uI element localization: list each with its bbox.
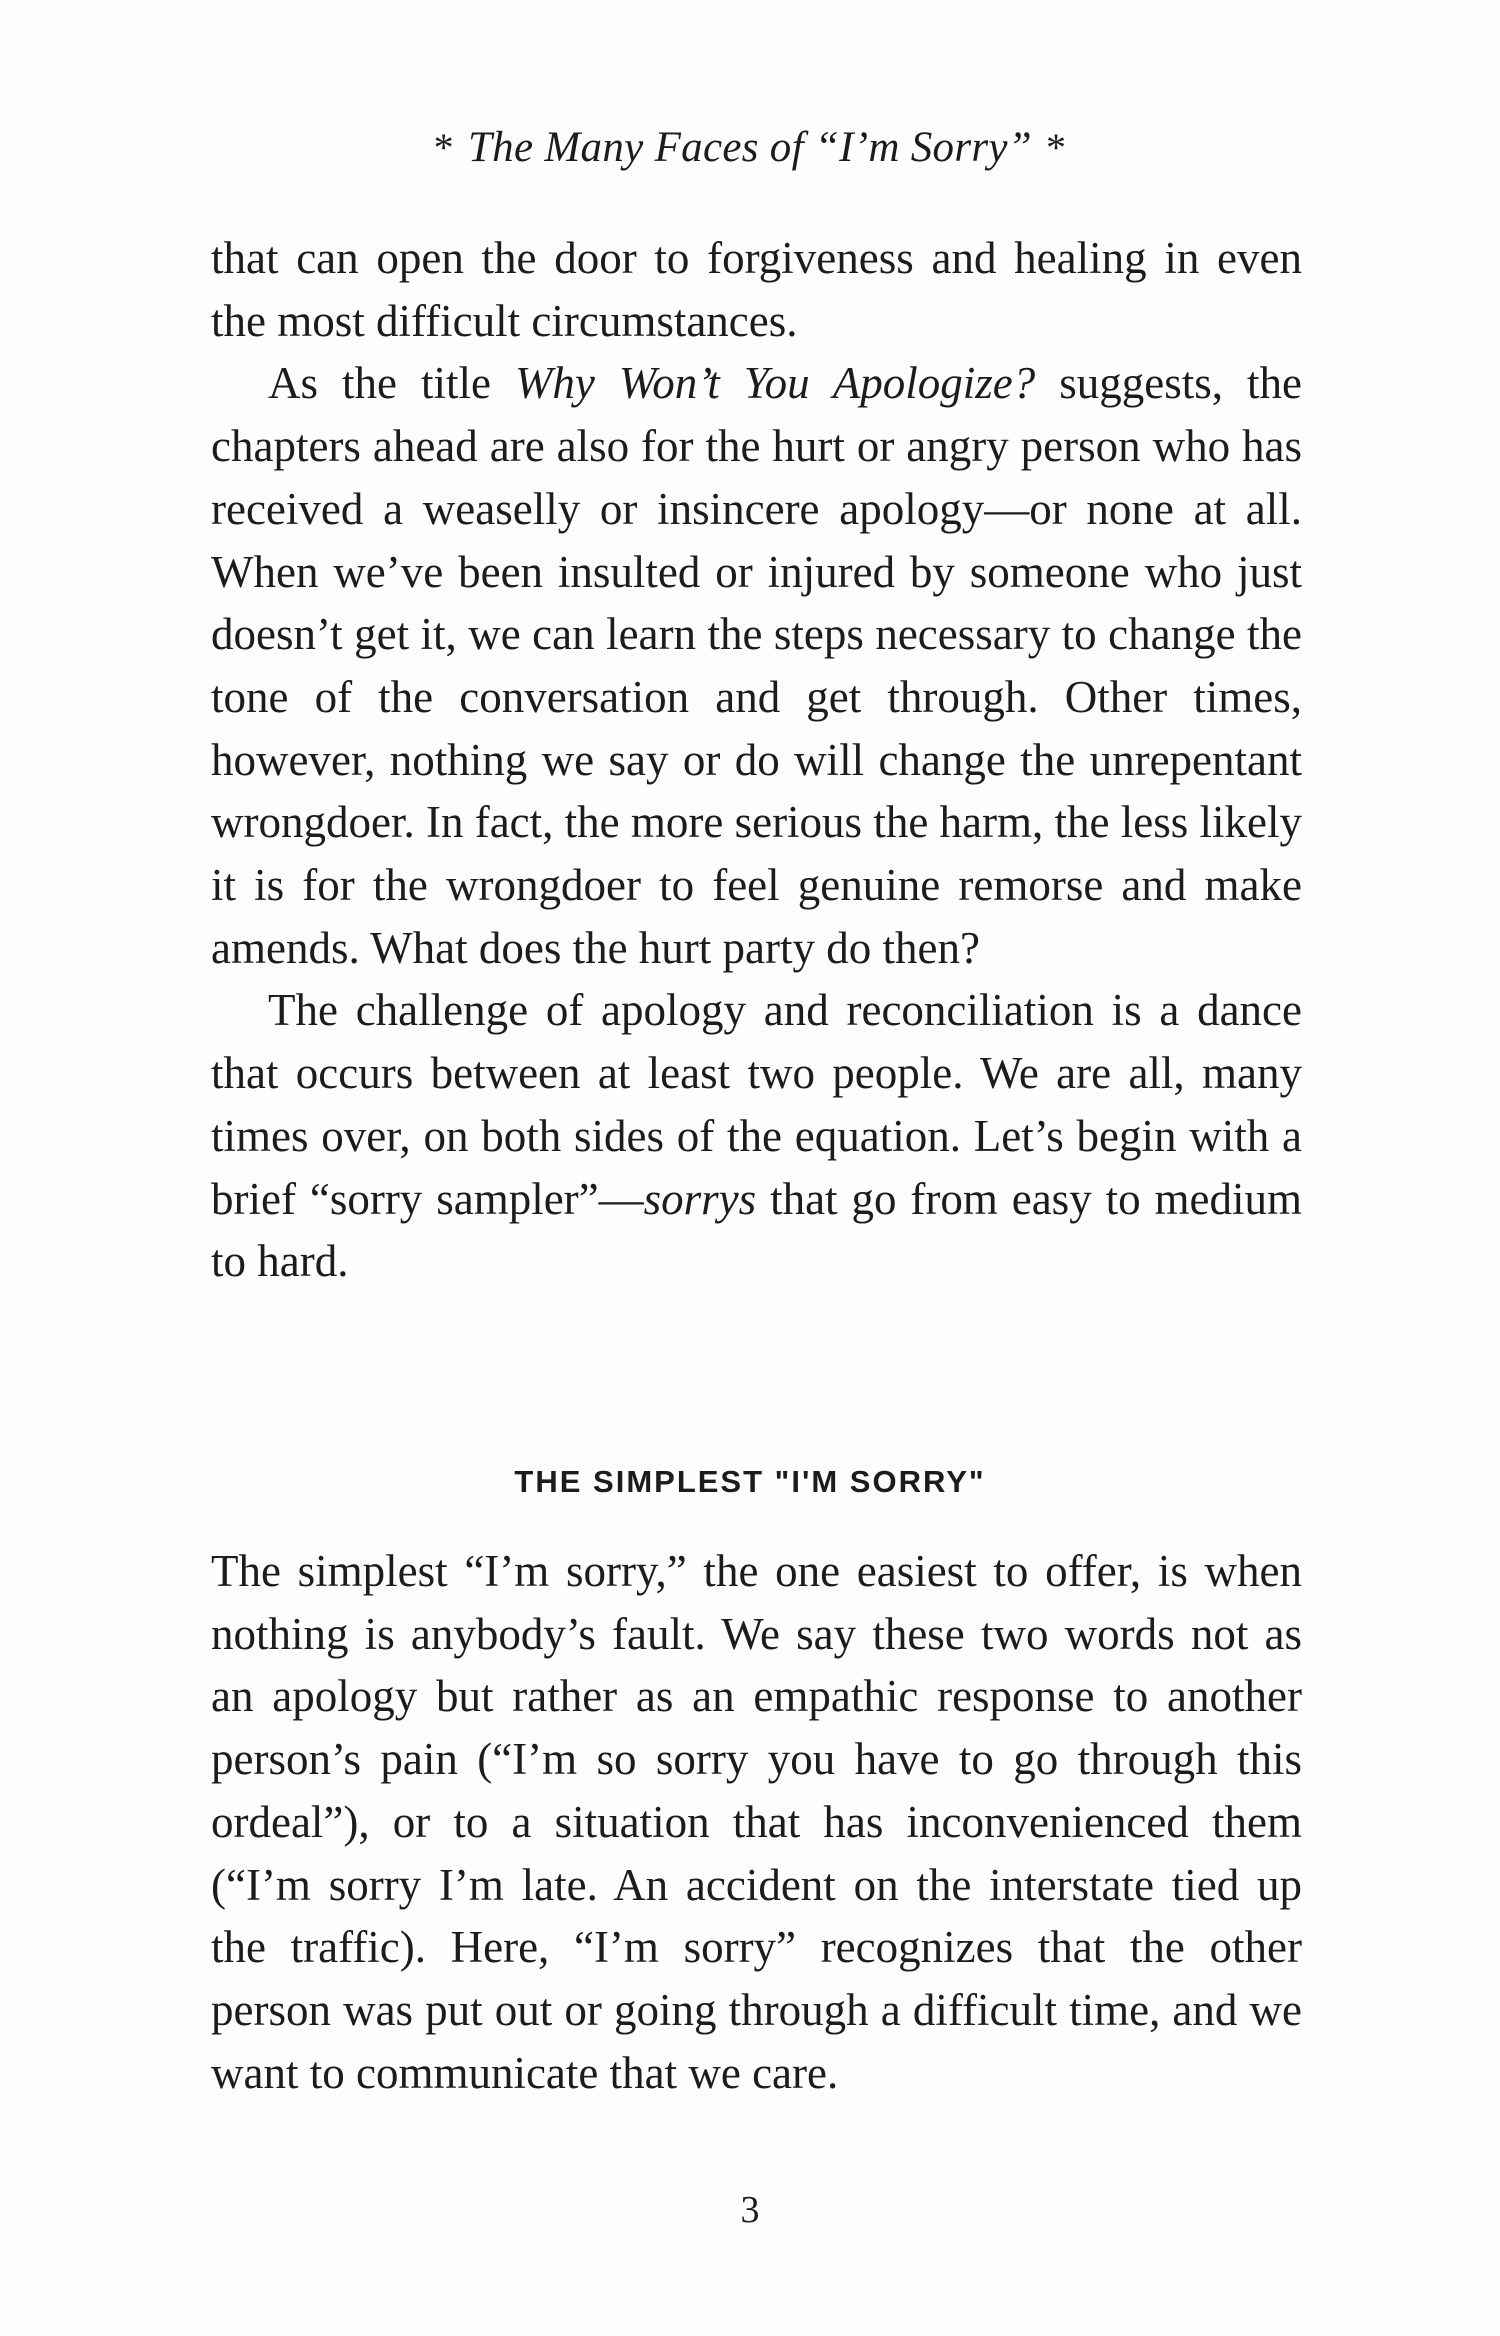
- paragraph-text: that go from easy to medium to hard.: [211, 1173, 1302, 1287]
- left-ornament: *: [433, 125, 454, 170]
- section-heading: THE SIMPLEST "I'M SORRY": [514, 1464, 986, 1499]
- paragraph-title-reference: [211, 352, 1302, 979]
- running-head-title: The Many Faces of “I’m Sorry”: [467, 124, 1033, 171]
- running-head: [0, 118, 1500, 178]
- section-paragraph: The simplest “I’m sorry,” the one easiest to offer, is when nothing is anybody’s fault. We say these two words not as an apology but rather as an empathic response to another person’s pain (“I’m so sorry you have to go through this ordeal”), or to a situation that has inconvenienced them (“I’m sorry I’m late. An accident on the interstate tied up the traffic). Here, “I’m sorry” recognizes that the other person was put out or going through a difficult time, and we want to communicate that we care.: [211, 1546, 1302, 2098]
- paragraph-text: suggests, the chapters ahead are also for the hurt or angry person who has received a weaselly or insincere apology—or none at all. When we’ve been insulted or injured by someone who just doesn’t get it, we can learn the steps necessary to change the tone of the conversation and get through. Other times, however, nothing we say or do will change the unrepentant wrongdoer. In fact, the more serious the harm, the less likely it is for the wrongdoer to feel genuine remorse and make amends. What does the hurt party do then?: [211, 358, 1302, 973]
- right-ornament: *: [1046, 125, 1067, 170]
- page-number: 3: [740, 2189, 760, 2231]
- section-body-text: [211, 1540, 1302, 2104]
- paragraph-challenge: [211, 979, 1302, 1293]
- sorrys-italic: sorrys: [643, 1173, 757, 1224]
- paragraph-text: The challenge of apology and reconciliation is a dance that occurs between at least two people. We are all, many times over, on both sides of the equation. Let’s begin with a brief “sorry sampler”—: [211, 985, 1302, 1224]
- body-text: [211, 227, 1302, 1293]
- paragraph-continuation: that can open the door to forgiveness and healing in even the most difficult circumstances.: [211, 233, 1302, 346]
- book-title-italic: Why Won’t You Apologize?: [514, 358, 1036, 409]
- paragraph-text: As the title: [268, 358, 515, 409]
